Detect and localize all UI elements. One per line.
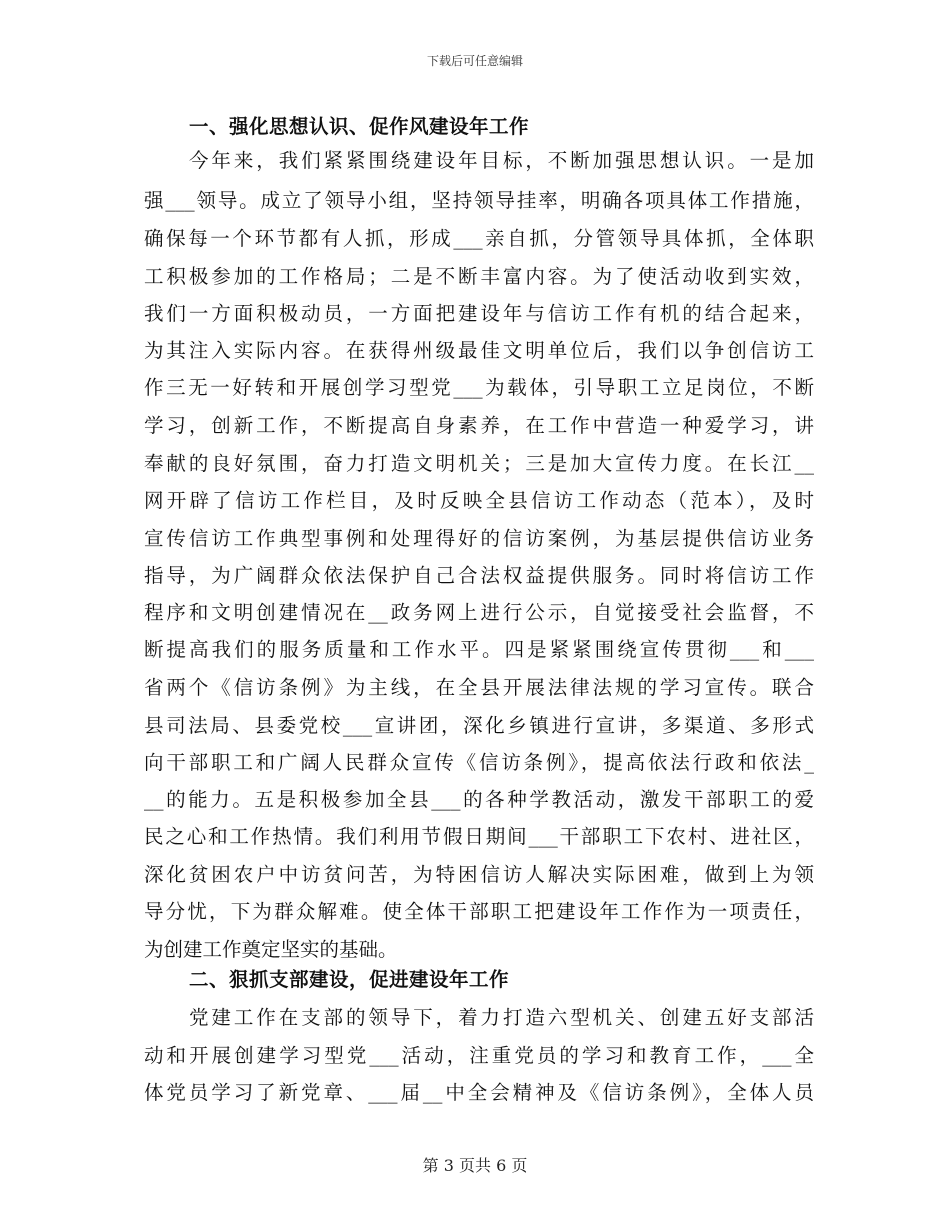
paragraph-line: 深化贫困农户中访贫问苦，为特困信访人解决实际困难，做到上为领 [144, 863, 814, 886]
paragraph-line: 向干部职工和广阔人民群众宣传《信访条例》，提高依法行政和依法_ [144, 751, 814, 774]
paragraph-line: 党建工作在支部的领导下，着力打造六型机关、创建五好支部活 [189, 1006, 814, 1029]
paragraph-line: 强___领导。成立了领导小组，坚持领导挂率，明确各项具体工作措施， [144, 189, 814, 212]
paragraph-line: 工积极参加的工作格局；二是不断丰富内容。为了使活动收到实效， [144, 265, 814, 288]
section-heading-2: 二、狠抓支部建设，促进建设年工作 [189, 968, 510, 991]
paragraph-line: 县司法局、县委党校___宣讲团，深化乡镇进行宣讲，多渠道、多形式 [144, 714, 814, 737]
paragraph-line: 省两个《信访条例》为主线，在全县开展法律法规的学习宣传。联合 [144, 676, 814, 699]
paragraph-line: 动和开展创建学习型党___活动，注重党员的学习和教育工作，___全 [144, 1044, 814, 1067]
paragraph-line: 今年来，我们紧紧围绕建设年目标，不断加强思想认识。一是加 [189, 149, 814, 172]
paragraph-line: 体党员学习了新党章、___届__中全会精神及《信访条例》，全体人员 [144, 1081, 814, 1104]
paragraph-line: 导分忧，下为群众解难。使全体干部职工把建设年工作作为一项责任， [144, 900, 814, 923]
section-heading-1: 一、强化思想认识、促作风建设年工作 [189, 115, 530, 138]
page-header: 下载后可任意编辑 [426, 54, 523, 68]
paragraph-line: 为其注入实际内容。在获得州级最佳文明单位后，我们以争创信访工 [144, 339, 814, 362]
paragraph-line: 网开辟了信访工作栏目，及时反映全县信访工作动态（范本），及时 [144, 489, 814, 512]
paragraph-line: 宣传信访工作典型事例和处理得好的信访案例，为基层提供信访业务 [144, 527, 814, 550]
paragraph-line: 指导，为广阔群众依法保护自己合法权益提供服务。同时将信访工作 [144, 564, 814, 587]
paragraph-line: 作三无一好转和开展创学习型党___为载体，引导职工立足岗位，不断 [144, 376, 814, 399]
page-footer: 第 3 页共 6 页 [422, 1156, 528, 1175]
paragraph-line: 断提高我们的服务质量和工作水平。四是紧紧围绕宣传贯彻___和___ [144, 638, 814, 661]
paragraph-line: __的能力。五是积极参加全县___的各种学教活动，激发干部职工的爱 [144, 788, 814, 811]
paragraph-line: 为创建工作奠定坚实的基础。 [144, 938, 398, 961]
paragraph-line: 我们一方面积极动员，一方面把建设年与信访工作有机的结合起来， [144, 302, 814, 325]
paragraph-line: 奉献的良好氛围，奋力打造文明机关；三是加大宣传力度。在长江__ [144, 452, 814, 475]
paragraph-line: 学习，创新工作，不断提高自身素养，在工作中营造一种爱学习，讲 [144, 414, 814, 437]
paragraph-line: 民之心和工作热情。我们利用节假日期间___干部职工下农村、进社区， [144, 825, 814, 848]
paragraph-line: 确保每一个环节都有人抓，形成___亲自抓，分管领导具体抓，全体职 [144, 227, 814, 250]
paragraph-line: 程序和文明创建情况在__政务网上进行公示，自觉接受社会监督，不 [144, 601, 814, 624]
